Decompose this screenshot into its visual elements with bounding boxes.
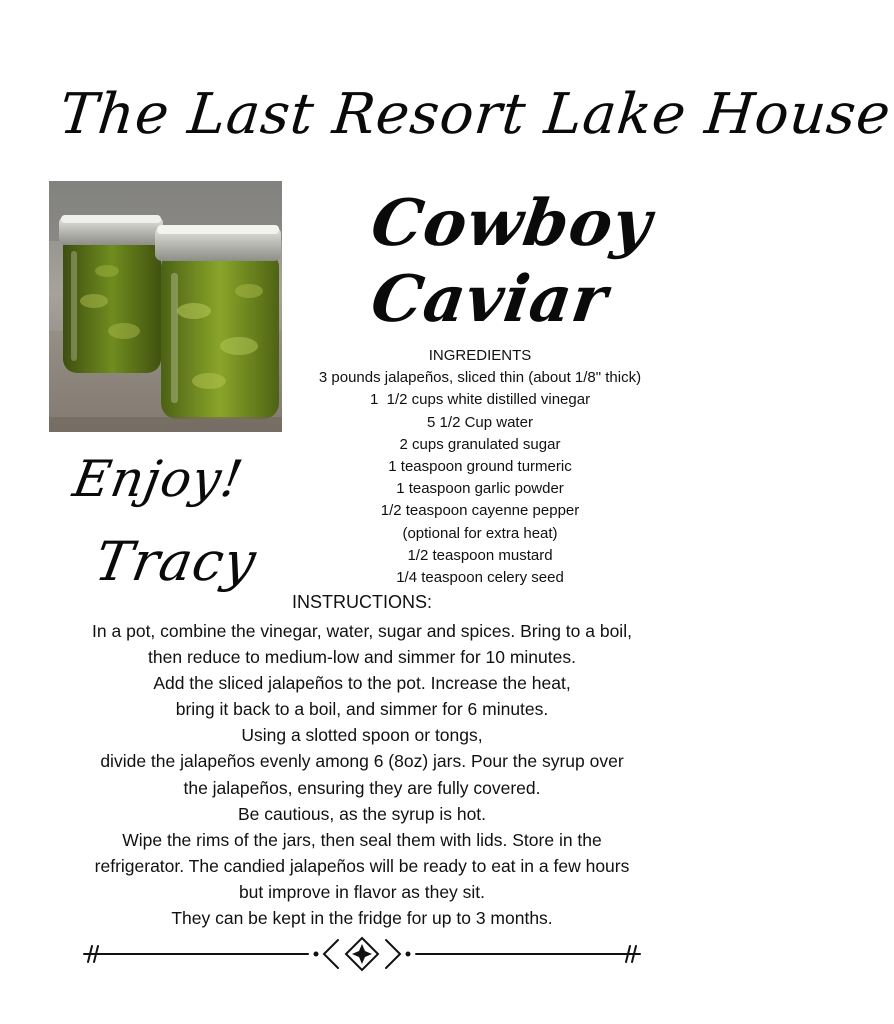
instruction-line: bring it back to a boil, and simmer for 6 minutes. [175, 699, 549, 720]
signature-enjoy: Enjoy! [68, 450, 248, 508]
ingredient-item: 1/4 teaspoon celery seed [396, 569, 564, 587]
ingredient-item: 2 cups granulated sugar [399, 435, 561, 453]
instruction-line: They can be kept in the fridge for up to 3 months. [171, 908, 553, 929]
instruction-line: refrigerator. The candied jalapeños will be ready to eat in a few hours [94, 855, 630, 876]
jar-photo [49, 181, 282, 432]
ingredient-item: 1/2 teaspoon cayenne pepper [380, 502, 580, 520]
instruction-line: Using a slotted spoon or tongs, [241, 725, 483, 746]
instruction-line: Add the sliced jalapeños to the pot. Increase the heat, [153, 673, 571, 694]
instruction-line: then reduce to medium-low and simmer for 10 minutes. [148, 647, 576, 668]
ingredient-item: (optional for extra heat) [402, 524, 558, 542]
jar-photo-icon [49, 181, 282, 432]
instruction-line: the jalapeños, ensuring they are fully covered. [183, 777, 541, 798]
ingredient-item: 5 1/2 Cup water [427, 413, 533, 431]
ingredient-item: 3 pounds jalapeños, sliced thin (about 1/8" thick) [318, 369, 642, 387]
ingredient-item: 1/2 teaspoon mustard [407, 546, 553, 564]
instruction-line: In a pot, combine the vinegar, water, sugar and spices. Bring to a boil, [92, 621, 632, 641]
instructions-list [22, 618, 702, 931]
signature-name: Tracy [90, 530, 262, 593]
ornamental-divider-icon [80, 932, 644, 976]
instruction-line: Wipe the rims of the jars, then seal them with lids. Store in the [122, 829, 602, 850]
ingredient-item: 1 1/2 cups white distilled vinegar [369, 391, 591, 409]
ingredient-item: 1 teaspoon ground turmeric [388, 458, 572, 476]
instruction-line: Be cautious, as the syrup is hot. [237, 803, 487, 824]
recipe-title-line2: Caviar [366, 262, 613, 337]
page-title: The Last Resort Lake House [56, 82, 894, 147]
ingredient-item: 1 teaspoon garlic powder [396, 480, 564, 498]
instruction-line: but improve in flavor as they sit. [238, 881, 486, 902]
instructions-heading: INSTRUCTIONS: [291, 592, 432, 612]
instruction-line: divide the jalapeños evenly among 6 (8oz) jars. Pour the syrup over [100, 751, 624, 772]
recipe-title-line1: Cowboy [366, 186, 657, 261]
ingredients-heading: INGREDIENTS [428, 347, 532, 364]
ingredients-list [275, 345, 685, 589]
